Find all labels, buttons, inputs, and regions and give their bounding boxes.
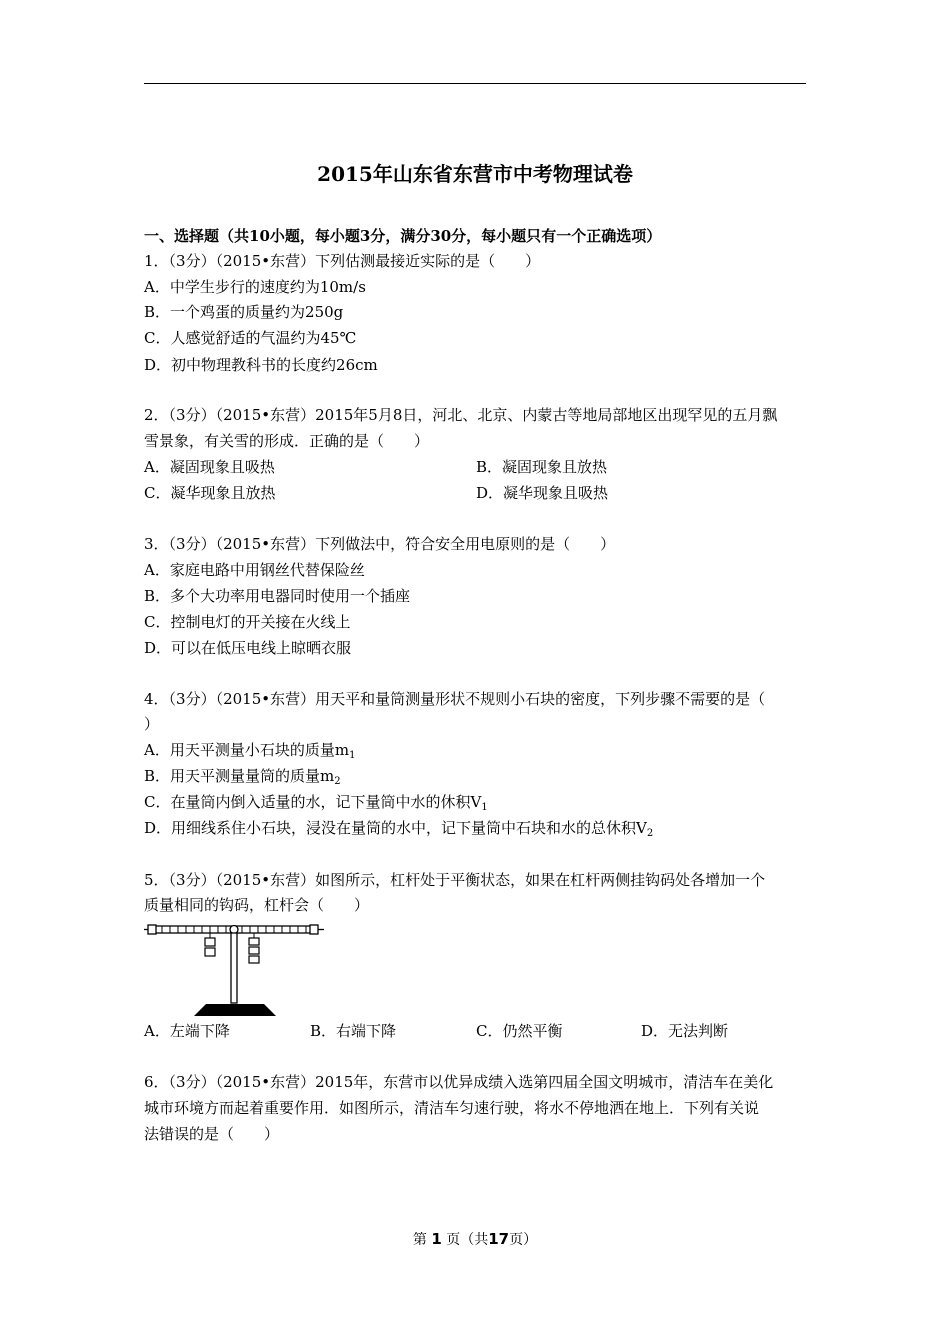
question-2-option-a: A．凝固现象且吸热 xyxy=(144,458,275,476)
question-2-option-c: C．凝华现象且放热 xyxy=(144,484,276,502)
question-2-option-d: D．凝华现象且吸热 xyxy=(476,484,609,502)
question-5-option-a: A．左端下降 xyxy=(144,1022,230,1040)
question-3-option-d: D．可以在低压电线上晾晒衣服 xyxy=(144,639,352,657)
question-6-stem-line3: 法错误的是（ ） xyxy=(144,1125,280,1143)
header-rule xyxy=(144,83,806,84)
question-4-option-b: B．用天平测量量筒的质量$m_2$ xyxy=(144,767,341,787)
question-5-option-d: D．无法判断 xyxy=(641,1022,729,1040)
question-3-option-c: C．控制电灯的开关接在火线上 xyxy=(144,613,351,631)
question-4-option-d: D．用细线系住小石块，浸没在量筒的水中，记下量筒中石块和水的总休积$V_2$ xyxy=(144,819,654,839)
page-title: 2015年山东省东营市中考物理试卷 xyxy=(317,162,633,186)
question-3-option-a: A．家庭电路中用钢丝代替保险丝 xyxy=(144,561,365,579)
question-6-stem-line1: 6．（3分）（2015•东营）2015年，东营市以优异成绩入选第四届全国文明城市，清洁车在美化 xyxy=(144,1073,774,1091)
question-2-stem-line1: 2．（3分）（2015•东营）2015年5月8日，河北、北京、内蒙古等地局部地区出现罕见的五月飘 xyxy=(144,406,778,424)
current-page-number: 1 xyxy=(431,1230,442,1248)
lever-balance-figure xyxy=(144,918,329,1024)
question-3-stem: 3．（3分）（2015•东营）下列做法中，符合安全用电原则的是（ ） xyxy=(144,535,616,553)
question-1-stem: 1．（3分）（2015•东营）下列估测最接近实际的是（ ） xyxy=(144,252,541,270)
question-1-option-c: C．人感觉舒适的气温约为45℃ xyxy=(144,329,357,347)
total-pages: 17 xyxy=(488,1230,510,1248)
question-1-option-d: D．初中物理教科书的长度约26cm xyxy=(144,356,378,374)
question-4-option-a: A．用天平测量小石块的质量$m_1$ xyxy=(144,741,356,761)
question-6-stem-line2: 城市环境方而起着重要作用．如图所示，清洁车匀速行驶，将水不停地洒在地上．下列有关说 xyxy=(144,1099,760,1117)
question-4-stem-line2: ） xyxy=(144,715,160,733)
question-2-option-b: B．凝固现象且放热 xyxy=(476,458,608,476)
question-1-option-b: B．一个鸡蛋的质量约为250g xyxy=(144,303,344,321)
question-3-option-b: B．多个大功率用电器同时使用一个插座 xyxy=(144,587,411,605)
question-2-stem-line2: 雪景象，有关雪的形成．正确的是（ ） xyxy=(144,432,430,450)
page-footer: 第 1 页（共17页） xyxy=(412,1230,538,1248)
question-5-stem-line1: 5．（3分）（2015•东营）如图所示，杠杆处于平衡状态，如果在杠杆两侧挂钩码处各增加一个 xyxy=(144,871,766,889)
question-5-stem-line2: 质量相同的钩码，杠杆会（ ） xyxy=(144,896,370,914)
question-1-option-a: A．中学生步行的速度约为10m/s xyxy=(144,278,366,296)
question-4-option-c: C．在量筒内倒入适量的水，记下量筒中水的休积$V_1$ xyxy=(144,793,488,813)
section-heading: 一、选择题（共10小题，每小题3分，满分30分，每小题只有一个正确选项） xyxy=(144,227,662,245)
question-5-option-c: C．仍然平衡 xyxy=(476,1022,563,1040)
question-5-option-b: B．右端下降 xyxy=(310,1022,397,1040)
question-4-stem-line1: 4．（3分）（2015•东营）用天平和量筒测量形状不规则小石块的密度，下列步骤不需要的是（ xyxy=(144,690,766,708)
